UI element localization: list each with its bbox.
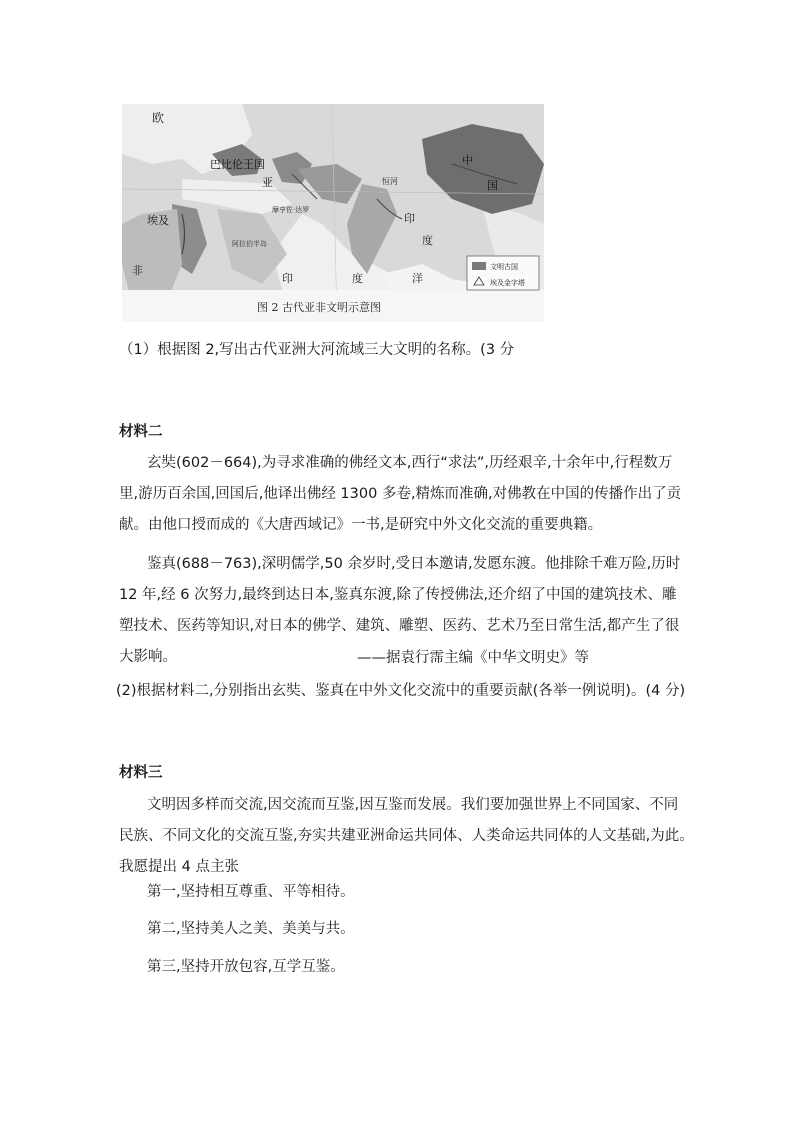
material-3-paragraph [119, 790, 694, 883]
map-label-indian-ocean-2: 度 [352, 272, 363, 285]
text-line: 12 年,经 6 次努力,最终到达日本,鉴真东渡,除了传授佛法,还介绍了中国的建筑技术、雕 [119, 587, 677, 603]
text-line: 塑技术、医药等知识,对日本的佛学、建筑、雕塑、医药、艺术乃至日常生活,都产生了很 [119, 618, 680, 634]
ancient-civilizations-map [122, 104, 544, 322]
material-2-xuanzang [119, 448, 689, 541]
figure-caption: 图 2 古代亚非文明示意图 [257, 301, 381, 314]
text-line: 大影响。 [119, 649, 177, 665]
text-line: 鉴真(688－763),深明儒学,50 余岁时,受日本邀请,发愿东渡。他排除千难万险,历时 [147, 556, 681, 572]
map-label-asia: 亚 [262, 176, 273, 189]
material-3-heading: 材料三 [119, 765, 163, 781]
map-label-china: 中 [462, 154, 473, 167]
material-3-point-3: 第三,坚持开放包容,互学互鉴。 [147, 959, 345, 975]
text-line: 我愿提出 4 点主张 [119, 859, 239, 875]
question-1: （1）根据图 2,写出古代亚洲大河流域三大文明的名称。(3 分 [119, 342, 515, 358]
map-label-india: 印 [404, 212, 415, 225]
question-2: (2)根据材料二,分别指出玄奘、鉴真在中外文化交流中的重要贡献(各举一例说明)。(4 分) [116, 683, 686, 699]
material-3-point-2: 第二,坚持美人之美、美美与共。 [147, 921, 355, 937]
map-label-harappa: 摩亨佐·达罗 [272, 206, 310, 214]
map-label-arabia: 阿拉伯半岛 [232, 240, 267, 248]
map-label-india-2: 度 [422, 234, 433, 247]
map-label-china-2: 国 [487, 179, 498, 192]
legend-ruins-label: 埃及金字塔 [490, 279, 525, 287]
map-label-indian-ocean: 印 [282, 272, 293, 285]
map-label-africa: 非 [132, 264, 143, 277]
material-3-point-1: 第一,坚持相互尊重、平等相待。 [147, 884, 355, 900]
text-line: 里,游历百余国,回国后,他译出佛经 1300 多卷,精炼而准确,对佛教在中国的传播作出了贡 [119, 486, 682, 502]
material-2-source: ——据袁行霈主编《中华文明史》等 [357, 650, 589, 666]
text-line: 文明因多样而交流,因交流而互鉴,因互鉴而发展。我们要加强世界上不同国家、不同 [147, 797, 679, 813]
map-label-ganges: 恒河 [382, 177, 398, 186]
material-2-heading: 材料二 [119, 424, 163, 440]
legend-civilization-label: 文明古国 [490, 263, 518, 271]
map-label-europe: 欧 [152, 111, 165, 125]
text-line: 献。由他口授而成的《大唐西域记》一书,是研究中外文化交流的重要典籍。 [119, 517, 603, 533]
text-line: 民族、不同文化的交流互鉴,夯实共建亚洲命运共同体、人类命运共同体的人文基础,为此。 [119, 828, 694, 844]
map-label-indian-ocean-3: 洋 [412, 272, 423, 285]
map-label-egypt: 埃及 [147, 214, 169, 227]
text-line: 玄奘(602－664),为寻求准确的佛经文本,西行“求法”,历经艰辛,十余年中,行程数万 [147, 455, 673, 471]
map-label-babylon: 巴比伦王国 [210, 158, 265, 171]
